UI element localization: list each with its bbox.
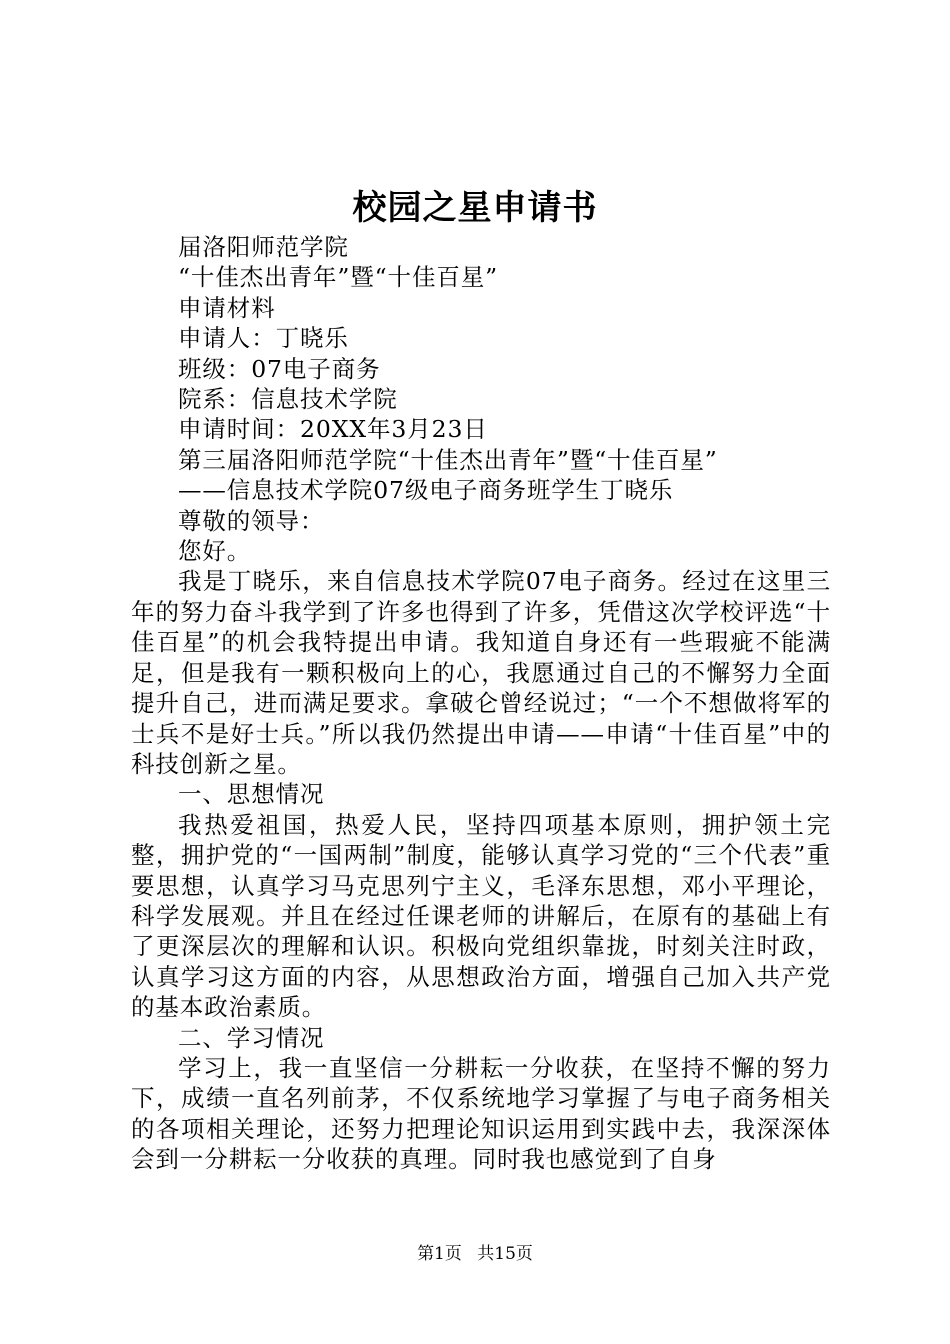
header-line-department: 院系：信息技术学院	[178, 385, 398, 414]
header-line-date: 申请时间：20XX年3月23日	[178, 415, 488, 444]
header-line-event: 第三届洛阳师范学院“十佳杰出青年”暨“十佳百星”	[178, 445, 718, 474]
document-title: 校园之星申请书	[352, 188, 598, 228]
header-line-school: 届洛阳师范学院	[178, 233, 349, 261]
page-number: 第1页	[417, 1244, 462, 1264]
intro-paragraph: 我是丁晓乐，来自信息技术学院07电子商务。经过在这里三年的努力奋斗我学到了许多也得到了许多，凭借这次学校评选“十佳百星”的机会我特提出申请。我知道自身还有一些瑕疵不能满足，但是我有一颗积极向上的心，我愿通过自己的不懈努力全面提升自己，进而满足要求。拿破仑曾经说过；“一个不想做将军的士兵不是好士兵。”所以我仍然提出申请——申请“十佳百星”中的科技创新之星。	[131, 567, 831, 778]
page-total: 共15页	[477, 1244, 533, 1264]
header-line-materials: 申请材料	[178, 293, 276, 322]
section-paragraph-thought: 我热爱祖国，热爱人民，坚持四项基本原则，拥护领土完整，拥护党的“一国两制”制度，能够认真学习党的“三个代表”重要思想，认真学习马克思列宁主义，毛泽东思想，邓小平理论，科学发展观。并且在经过任课老师的讲解后，在原有的基础上有了更深层次的理解和认识。积极向党组织靠拢，时刻关注时政，认真学习这方面的内容，从思想政治方面，增强自己加入共产党的基本政治素质。	[131, 810, 831, 1022]
header-line-class: 班级：07电子商务	[178, 354, 381, 383]
header-line-student: ——信息技术学院07级电子商务班学生丁晓乐	[178, 476, 674, 505]
page-footer	[0, 1242, 950, 1266]
salutation: 尊敬的领导：	[178, 506, 325, 535]
section-heading-thought: 一、思想情况	[178, 780, 325, 809]
header-line-applicant: 申请人：丁晓乐	[178, 324, 349, 353]
document-body	[131, 232, 831, 1175]
section-heading-study: 二、学习情况	[178, 1023, 325, 1052]
section-paragraph-study: 学习上，我一直坚信一分耕耘一分收获，在坚持不懈的努力下，成绩一直名列前茅，不仅系统地学习掌握了与电子商务相关的各项相关理论，还努力把理论知识运用到实践中去，我深深体会到一分耕耘一分收获的真理。同时我也感觉到了自身	[131, 1053, 831, 1174]
greeting: 您好。	[178, 537, 252, 566]
header-line-award: “十佳杰出青年”暨“十佳百星”	[178, 263, 499, 292]
